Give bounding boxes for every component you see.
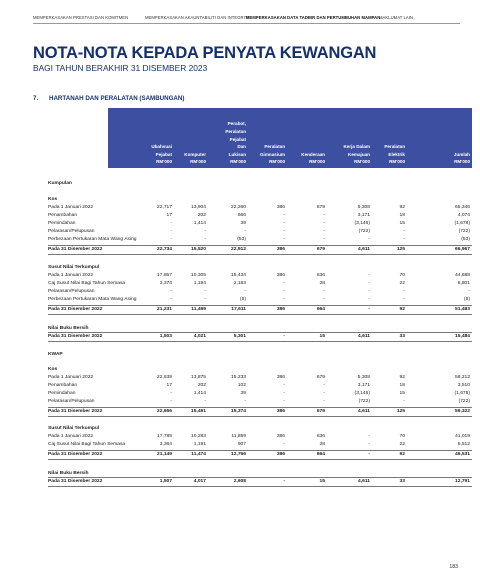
table-cell: 15,233 — [231, 375, 246, 380]
table-row — [48, 228, 472, 236]
row-label: Pada 31 Disember 2022 — [48, 247, 103, 252]
table-cell: (3,146) — [354, 221, 370, 226]
column-header-line: Kerja Dalam — [343, 144, 370, 150]
table-cell: 17 — [166, 383, 172, 388]
table-cell: - — [283, 229, 285, 234]
table-cell: 17,611 — [231, 307, 246, 312]
table-cell: (53) — [461, 237, 470, 242]
total-rule-top — [48, 407, 472, 408]
table-cell: 386 — [276, 434, 285, 439]
table-cell: 70 — [399, 434, 405, 439]
column-header — [241, 143, 285, 166]
table-cell: 636 — [316, 434, 325, 439]
table-cell: 22,717 — [157, 205, 172, 210]
table-cell: - — [403, 289, 405, 294]
table-row — [48, 390, 472, 398]
table-cell: 1,414 — [193, 221, 206, 226]
property-equipment-table — [48, 108, 472, 524]
table-cell: 386 — [276, 452, 285, 457]
column-header-line: Komputer — [184, 151, 206, 157]
table-cell: - — [244, 399, 246, 404]
total-rule-top — [48, 245, 472, 246]
row-label: Penambahan — [48, 213, 78, 218]
total-rule-top — [48, 305, 472, 306]
table-cell: (722) — [458, 399, 470, 404]
table-cell: - — [323, 213, 325, 218]
table-cell: - — [323, 399, 325, 404]
table-cell: 2,183 — [233, 281, 246, 286]
column-header-line: Peralatan — [384, 144, 405, 150]
table-row — [48, 374, 472, 382]
table-cell: 125 — [396, 247, 405, 252]
nav-item-prestasi[interactable]: MEMPERKASAKAN PRESTASI DAN KOMITMEN — [33, 15, 129, 20]
table-cell: 636 — [316, 273, 325, 278]
table-cell: 386 — [276, 205, 285, 210]
row-label: Caj Susut Nilai Bagi Tahun Semasa — [48, 281, 126, 286]
table-cell: 21,149 — [157, 452, 172, 457]
column-header-line: Pejabat — [229, 136, 246, 142]
table-cell: 679 — [316, 409, 325, 414]
table-cell: (6) — [464, 297, 470, 302]
table-cell: 1,191 — [193, 442, 206, 447]
table-cell: - — [170, 289, 172, 294]
table-cell: - — [323, 229, 325, 234]
table-cell: 13,875 — [191, 375, 206, 380]
table-cell: 386 — [276, 307, 285, 312]
table-row — [48, 236, 472, 244]
column-header-line: Kemajuan — [348, 151, 370, 157]
row-label: Pada 31 Disember 2022 — [48, 479, 103, 484]
table-cell: 386 — [276, 409, 285, 414]
table-cell: 92 — [399, 452, 405, 457]
table-cell: 3,510 — [457, 383, 470, 388]
table-cell: 386 — [276, 247, 285, 252]
row-label: Pada 31 Disember 2022 — [48, 307, 103, 312]
table-cell: - — [283, 399, 285, 404]
table-cell: 10,283 — [191, 434, 206, 439]
column-header-line: RM'000 — [309, 159, 325, 165]
table-cell: - — [244, 229, 246, 234]
table-cell: 10,305 — [191, 273, 206, 278]
table-cell: (722) — [358, 399, 370, 404]
table-section-heading — [48, 180, 472, 188]
row-label: Perbezaan Pertukaran Mata Wang Asing — [48, 237, 137, 242]
table-cell: - — [368, 442, 370, 447]
column-header — [281, 151, 325, 166]
table-cell: 15,434 — [231, 273, 246, 278]
table-cell: - — [283, 281, 285, 286]
table-cell: - — [170, 399, 172, 404]
table-cell: 15 — [399, 391, 405, 396]
table-cell: - — [323, 289, 325, 294]
table-cell: 3,374 — [159, 281, 172, 286]
table-cell: 22,260 — [231, 205, 246, 210]
table-cell: 22,656 — [157, 409, 172, 414]
row-label: Pada 1 Januari 2022 — [48, 375, 94, 380]
table-cell: 65,346 — [455, 205, 470, 210]
table-cell: 679 — [316, 375, 325, 380]
table-cell: (3,146) — [354, 391, 370, 396]
table-cell: 4,611 — [358, 479, 370, 484]
table-cell: - — [283, 237, 285, 242]
column-header — [426, 151, 470, 166]
total-rule-bottom — [48, 341, 472, 342]
column-header-line: RM'000 — [354, 159, 370, 165]
table-cell: 386 — [276, 375, 285, 380]
table-cell: - — [204, 289, 206, 294]
table-cell: - — [170, 237, 172, 242]
nav-divider — [33, 23, 460, 24]
table-section-heading — [48, 425, 472, 433]
total-rule-top — [48, 477, 472, 478]
table-cell: - — [283, 334, 285, 339]
table-cell: 125 — [396, 409, 405, 414]
table-cell: 6,801 — [457, 281, 470, 286]
table-cell: 58,212 — [455, 375, 470, 380]
table-cell: 17,857 — [157, 273, 172, 278]
table-cell: (1,678) — [454, 221, 470, 226]
table-row — [48, 451, 472, 459]
table-cell: 4,611 — [358, 334, 370, 339]
table-cell: 664 — [316, 307, 325, 312]
row-label: Susut Nilai Terkumpul — [48, 426, 100, 431]
row-label: Susut Nilai Terkumpul — [48, 265, 100, 270]
table-cell: - — [323, 221, 325, 226]
row-label: Pelarasan/Pelupusan — [48, 289, 95, 294]
table-cell: - — [283, 442, 285, 447]
row-label: Nilai Buku Bersih — [48, 326, 89, 331]
column-header-line: RM'000 — [190, 159, 206, 165]
table-cell: 39 — [240, 221, 246, 226]
row-label: Pada 1 Januari 2022 — [48, 205, 94, 210]
nav-item-maklumat-lain[interactable]: MAKLUMAT LAIN — [379, 15, 414, 20]
table-cell: 3,364 — [159, 442, 172, 447]
table-cell: - — [283, 221, 285, 226]
table-cell: - — [170, 229, 172, 234]
table-cell: 12,766 — [231, 452, 246, 457]
row-label: Pada 31 Disember 2022 — [48, 409, 103, 414]
section-heading — [33, 95, 184, 102]
table-cell: - — [368, 297, 370, 302]
column-header-line: Ubahsuai — [151, 144, 172, 150]
table-cell: 28 — [319, 442, 325, 447]
column-header-line: Peralatan — [225, 128, 246, 134]
table-cell: 70 — [399, 273, 405, 278]
table-cell: - — [368, 281, 370, 286]
row-label: Kos — [48, 367, 58, 372]
table-cell: - — [283, 391, 285, 396]
table-cell: 15 — [319, 334, 325, 339]
table-cell: 92 — [399, 375, 405, 380]
table-cell: 907 — [237, 442, 246, 447]
table-cell: 202 — [197, 383, 206, 388]
table-cell: 5,308 — [357, 375, 370, 380]
table-cell: 664 — [316, 452, 325, 457]
table-cell: 33 — [399, 334, 405, 339]
table-cell: 21,231 — [157, 307, 172, 312]
column-header-line: RM'000 — [156, 159, 172, 165]
column-header-line: Gimnasium — [259, 151, 285, 157]
table-cell: 15,484 — [455, 334, 470, 339]
table-cell: - — [468, 289, 470, 294]
table-cell: 4,074 — [457, 213, 470, 218]
column-header — [361, 143, 405, 166]
table-cell: 679 — [316, 205, 325, 210]
table-cell: - — [403, 229, 405, 234]
table-cell: 4,017 — [193, 479, 206, 484]
row-label: Pada 1 Januari 2022 — [48, 434, 94, 439]
row-label: Caj Susut Nilai Bagi Tahun Semasa — [48, 442, 126, 447]
table-cell: 1,194 — [193, 281, 206, 286]
top-navigation — [33, 15, 460, 24]
table-cell: - — [283, 213, 285, 218]
table-cell: 15 — [399, 221, 405, 226]
table-cell: 1,414 — [193, 391, 206, 396]
column-header-line: RM'000 — [454, 159, 470, 165]
table-cell: 5,308 — [357, 205, 370, 210]
table-cell: 3,171 — [357, 383, 370, 388]
table-cell: 11,859 — [231, 434, 246, 439]
page-number: 183 — [449, 564, 458, 570]
table-cell: 51,483 — [455, 307, 470, 312]
table-cell: 102 — [237, 383, 246, 388]
table-cell: 22,912 — [231, 247, 246, 252]
table-row — [48, 212, 472, 220]
table-cell: 5,301 — [233, 334, 246, 339]
table-row — [48, 398, 472, 406]
total-rule-bottom — [48, 459, 472, 460]
table-cell: - — [323, 383, 325, 388]
table-row — [48, 433, 472, 441]
total-rule-bottom — [48, 254, 472, 255]
table-cell: - — [170, 297, 172, 302]
table-cell: 679 — [316, 247, 325, 252]
row-label: Pemindahan — [48, 391, 76, 396]
table-cell: 202 — [197, 213, 206, 218]
table-cell: - — [403, 399, 405, 404]
column-header-line: RM'000 — [389, 159, 405, 165]
table-cell: 13,904 — [191, 205, 206, 210]
column-header-line: Peralatan — [264, 144, 285, 150]
table-cell: - — [204, 237, 206, 242]
table-row — [48, 272, 472, 280]
column-header-line: Jumlah — [453, 151, 470, 157]
row-label: Penambahan — [48, 383, 78, 388]
row-label: Perbezaan Pertukaran Mata Wang Asing — [48, 297, 137, 302]
nav-item-akauntabiliti[interactable]: MEMPERKASAKAN AKAUNTABILITI DAN INTEGRITI — [145, 15, 249, 20]
table-cell: 92 — [399, 205, 405, 210]
row-label: Pelarasan/Pelupusan — [48, 229, 95, 234]
table-cell: 1,507 — [159, 479, 172, 484]
row-label: Kumpulan — [48, 181, 72, 186]
table-cell: (6) — [240, 297, 246, 302]
table-section-heading — [48, 351, 472, 359]
row-label: Pelarasan/Pelupusan — [48, 399, 95, 404]
section-number: 7. — [33, 95, 39, 102]
table-cell: 46,531 — [455, 452, 470, 457]
nav-item-data-tadbir[interactable]: MEMPERKASAKAN DATA TADBIR DAN PERTUMBUHAN MAMPAN — [246, 15, 381, 20]
page-subtitle: BAGI TAHUN BERAKHIR 31 DISEMBER 2023 — [33, 63, 208, 73]
total-rule-bottom — [48, 314, 472, 315]
total-rule-bottom — [48, 486, 472, 487]
table-cell: 15 — [319, 479, 325, 484]
row-label: Pada 1 Januari 2022 — [48, 273, 94, 278]
table-cell: 22 — [399, 442, 405, 447]
table-section-heading — [48, 366, 472, 374]
row-label: Nilai Buku Bersih — [48, 471, 89, 476]
column-header-line: Dan — [237, 144, 246, 150]
table-row — [48, 204, 472, 212]
table-cell: - — [323, 391, 325, 396]
table-cell: (53) — [237, 237, 246, 242]
table-cell: (722) — [358, 229, 370, 234]
table-cell: 22,734 — [157, 247, 172, 252]
total-rule-top — [48, 450, 472, 451]
table-cell: - — [323, 297, 325, 302]
table-cell: (722) — [458, 229, 470, 234]
table-cell: 41,019 — [455, 434, 470, 439]
table-cell: 39 — [240, 391, 246, 396]
table-cell: - — [368, 289, 370, 294]
table-cell: - — [403, 297, 405, 302]
table-cell: 15,374 — [231, 409, 246, 414]
row-label: KWAP — [48, 352, 63, 357]
table-row — [48, 296, 472, 304]
column-header-line: Kenderaan — [301, 151, 325, 157]
column-header-line: Perabot, — [227, 121, 246, 127]
table-cell: 59,322 — [455, 409, 470, 414]
table-cell: - — [323, 237, 325, 242]
table-row — [48, 288, 472, 296]
page-title: NOTA-NOTA KEPADA PENYATA KEWANGAN — [33, 44, 377, 62]
table-cell: 2,608 — [233, 479, 246, 484]
table-row — [48, 306, 472, 314]
table-row — [48, 382, 472, 390]
column-header — [162, 151, 206, 166]
table-row — [48, 478, 472, 486]
table-cell: 666 — [237, 213, 246, 218]
table-row — [48, 246, 472, 254]
table-row — [48, 408, 472, 416]
table-row — [48, 441, 472, 449]
row-label: Pada 31 Disember 2022 — [48, 452, 103, 457]
table-cell: - — [170, 391, 172, 396]
column-header — [202, 120, 246, 166]
table-cell: - — [368, 237, 370, 242]
table-cell: - — [244, 289, 246, 294]
table-cell: 18 — [399, 213, 405, 218]
table-row — [48, 220, 472, 228]
column-header-line: RM'000 — [230, 159, 246, 165]
table-cell: - — [283, 297, 285, 302]
table-row — [48, 280, 472, 288]
table-cell: - — [368, 273, 370, 278]
column-header-line: Pejabat — [155, 151, 172, 157]
table-cell: 4,021 — [193, 334, 206, 339]
table-cell: - — [368, 307, 370, 312]
table-cell: 28 — [319, 281, 325, 286]
table-cell: - — [204, 297, 206, 302]
table-cell: 15,491 — [191, 409, 206, 414]
table-cell: 11,499 — [191, 307, 206, 312]
table-cell: 1,503 — [159, 334, 172, 339]
table-cell: - — [170, 221, 172, 226]
table-cell: - — [283, 479, 285, 484]
row-label: Kos — [48, 197, 58, 202]
table-cell: 22,639 — [157, 375, 172, 380]
column-header-line: RM'000 — [269, 159, 285, 165]
table-section-heading — [48, 196, 472, 204]
table-cell: 18 — [399, 383, 405, 388]
table-cell: 17,785 — [157, 434, 172, 439]
table-cell: 17 — [166, 213, 172, 218]
table-cell: 12,791 — [455, 479, 470, 484]
column-header-line: Lukisan — [228, 151, 246, 157]
total-rule-top — [48, 332, 472, 333]
table-cell: (1,678) — [454, 391, 470, 396]
table-section-heading — [48, 264, 472, 272]
table-cell: 4,611 — [358, 247, 370, 252]
table-cell: 15,520 — [191, 247, 206, 252]
table-cell: - — [368, 452, 370, 457]
table-cell: - — [368, 434, 370, 439]
table-cell: 11,474 — [191, 452, 206, 457]
table-cell: - — [283, 289, 285, 294]
total-rule-bottom — [48, 416, 472, 417]
row-label: Pemindahan — [48, 221, 76, 226]
table-cell: 5,512 — [457, 442, 470, 447]
row-label: Pada 31 Disember 2022 — [48, 334, 103, 339]
table-cell: 4,611 — [358, 409, 370, 414]
table-cell: - — [283, 383, 285, 388]
table-cell: 3,171 — [357, 213, 370, 218]
table-cell: - — [403, 237, 405, 242]
table-cell: 44,688 — [455, 273, 470, 278]
column-header-line: Elektrik — [388, 151, 405, 157]
table-cell: - — [204, 399, 206, 404]
table-row — [48, 333, 472, 341]
table-cell: 33 — [399, 479, 405, 484]
table-cell: 66,967 — [455, 247, 470, 252]
table-cell: 22 — [399, 281, 405, 286]
table-cell: 386 — [276, 273, 285, 278]
section-title: HARTANAH DAN PERALATAN (SAMBUNGAN) — [49, 95, 185, 102]
table-cell: - — [204, 229, 206, 234]
table-cell: 92 — [399, 307, 405, 312]
